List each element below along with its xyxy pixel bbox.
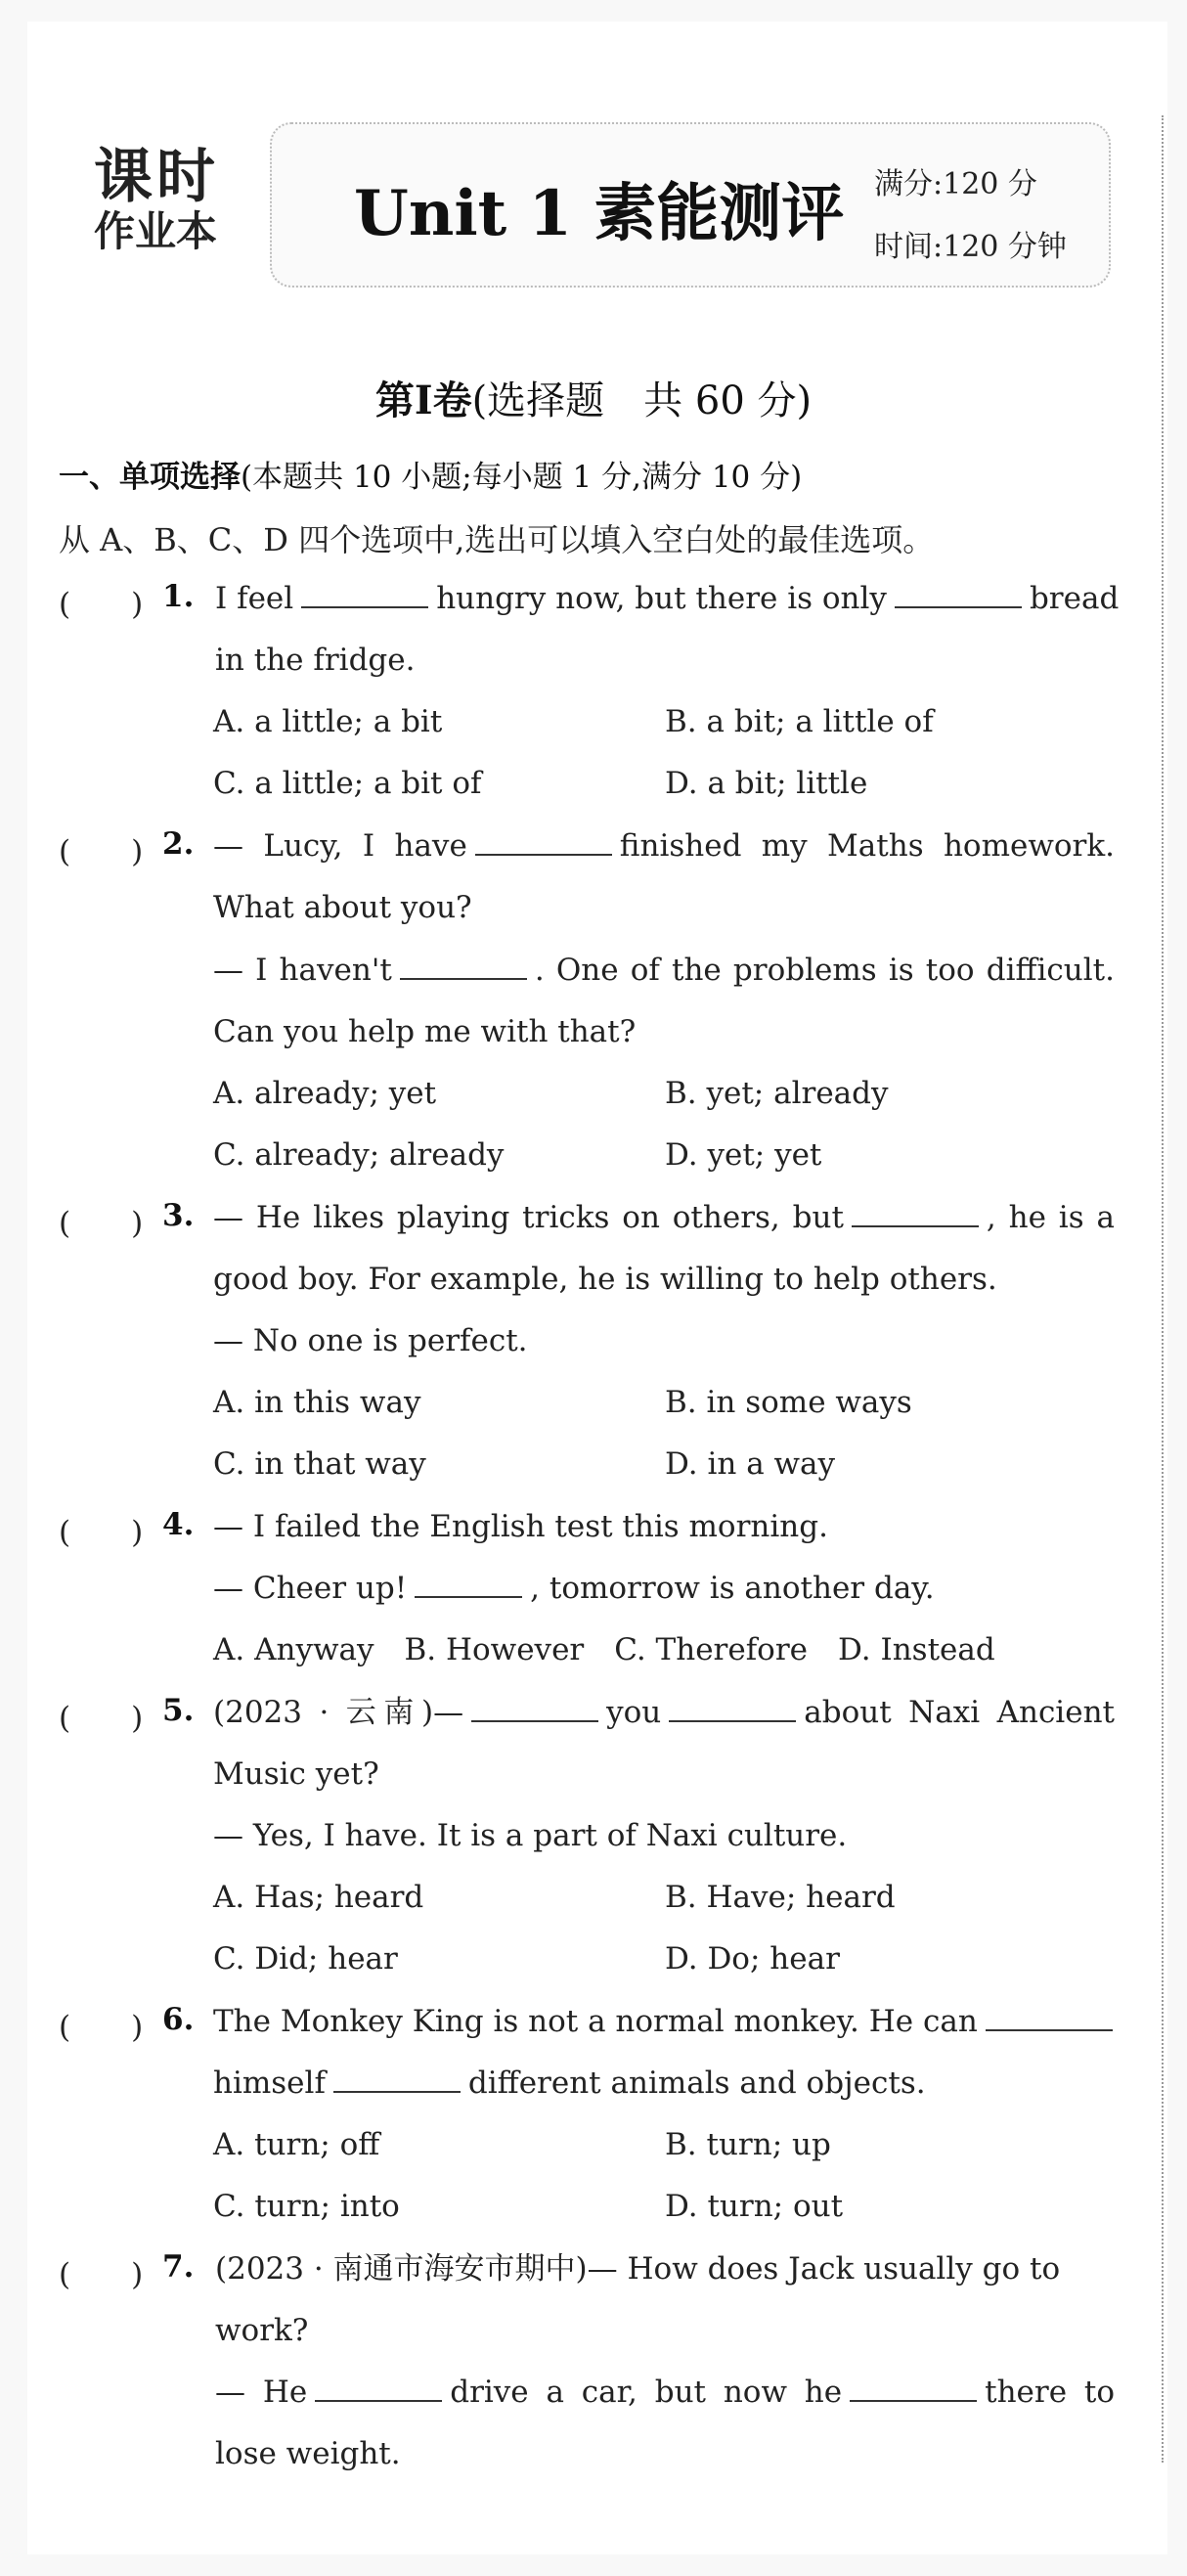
part-note: (本题共 10 小题;每小题 1 分,满分 10 分) xyxy=(241,460,803,495)
logo-line1: 课时 xyxy=(94,143,219,211)
question-line xyxy=(215,2373,1115,2412)
question-text: finished my Maths homework. xyxy=(619,828,1115,864)
answer-blank[interactable] xyxy=(669,1693,796,1722)
option-b: B. yet; already xyxy=(665,1076,889,1111)
question-line xyxy=(213,951,1115,990)
answer-bracket[interactable]: ( ) xyxy=(59,2010,144,2045)
question-line: good boy. For example, he is willing to help others. xyxy=(213,1262,997,1297)
question-line xyxy=(215,579,1120,618)
options-row: A. Anyway B. However C. Therefore D. Instead xyxy=(213,1632,995,1667)
part-heading xyxy=(59,452,802,496)
binding-edge xyxy=(1162,115,1164,2463)
answer-bracket[interactable]: ( ) xyxy=(59,834,144,869)
question-line: work? xyxy=(215,2313,309,2348)
question-line xyxy=(213,2002,1121,2041)
question-text: , tomorrow is another day. xyxy=(530,1571,935,1606)
option-c: C. in that way xyxy=(213,1446,426,1482)
question-line: — No one is perfect. xyxy=(213,1323,528,1358)
answer-blank[interactable] xyxy=(850,2373,977,2402)
answer-bracket[interactable]: ( ) xyxy=(59,1206,144,1241)
title-box xyxy=(270,122,1111,288)
answer-bracket[interactable]: ( ) xyxy=(59,1515,144,1550)
question-line xyxy=(213,1198,1115,1237)
option-a: A. a little; a bit xyxy=(213,704,443,739)
question-number: 5. xyxy=(162,1693,195,1728)
option-b: B. turn; up xyxy=(665,2127,831,2162)
option-c: C. turn; into xyxy=(213,2189,400,2224)
option-c: C. Did; hear xyxy=(213,1941,398,1976)
score-info xyxy=(874,154,1067,279)
question-text: — He likes playing tricks on others, but xyxy=(213,1200,844,1235)
option-a: A. already; yet xyxy=(213,1076,437,1111)
question-text: about Naxi Ancient xyxy=(804,1695,1115,1730)
option-d: D. yet; yet xyxy=(665,1137,822,1173)
option-d: D. a bit; little xyxy=(665,766,868,801)
question-text: drive a car, but now he xyxy=(450,2375,843,2410)
option-b: B. in some ways xyxy=(665,1385,912,1420)
question-text: (2023 · 云南)— xyxy=(213,1695,464,1730)
answer-blank[interactable] xyxy=(415,1569,522,1598)
question-text: himself xyxy=(213,2065,326,2101)
answer-blank[interactable] xyxy=(852,1198,979,1227)
logo-line2: 作业本 xyxy=(94,207,218,255)
section-title-sub: (选择题 共 60 分) xyxy=(471,378,813,423)
section-title xyxy=(0,370,1187,425)
question-line: in the fridge. xyxy=(215,643,416,678)
question-line: — Yes, I have. It is a part of Naxi culture. xyxy=(213,1818,848,1853)
question-number: 3. xyxy=(162,1198,195,1233)
answer-blank[interactable] xyxy=(471,1693,598,1722)
question-line: Music yet? xyxy=(213,1756,379,1792)
option-b: B. Have; heard xyxy=(665,1880,896,1915)
answer-blank[interactable] xyxy=(315,2373,442,2402)
answer-blank[interactable] xyxy=(986,2002,1113,2031)
question-line xyxy=(213,1569,935,1608)
option-c: C. a little; a bit of xyxy=(213,766,482,801)
logo xyxy=(94,143,241,264)
full-score: 满分:120 分 xyxy=(874,167,1037,201)
answer-blank[interactable] xyxy=(475,826,612,856)
option-d: D. Do; hear xyxy=(665,1941,840,1976)
answer-blank[interactable] xyxy=(301,579,428,608)
question-text: , he is a xyxy=(986,1200,1115,1235)
instruction: 从 A、B、C、D 四个选项中,选出可以填入空白处的最佳选项。 xyxy=(59,521,935,558)
question-line: — I failed the English test this morning. xyxy=(213,1509,828,1544)
question-text: there to xyxy=(985,2375,1116,2410)
question-text: bread xyxy=(1029,581,1120,616)
question-text: The Monkey King is not a normal monkey. He can xyxy=(213,2004,978,2039)
option-a: A. Has; heard xyxy=(213,1880,424,1915)
question-number: 7. xyxy=(162,2249,195,2285)
answer-bracket[interactable]: ( ) xyxy=(59,2257,144,2292)
question-number: 2. xyxy=(162,826,195,862)
question-number: 4. xyxy=(162,1507,195,1542)
question-text: I feel xyxy=(215,581,294,616)
part-label: 一、单项选择 xyxy=(59,460,241,495)
answer-bracket[interactable]: ( ) xyxy=(59,1701,144,1736)
option-d: D. in a way xyxy=(665,1446,836,1482)
option-a: A. in this way xyxy=(213,1385,421,1420)
answer-blank[interactable] xyxy=(400,951,527,980)
option-b: B. a bit; a little of xyxy=(665,704,934,739)
option-c: C. already; already xyxy=(213,1137,505,1173)
page-title: Unit 1 素能测评 xyxy=(354,177,845,250)
question-number: 6. xyxy=(162,2002,195,2037)
question-line xyxy=(213,1693,1115,1732)
time-limit: 时间:120 分钟 xyxy=(874,230,1067,264)
question-text: you xyxy=(606,1695,662,1730)
question-line xyxy=(213,2064,926,2103)
section-title-main: 第Ⅰ卷 xyxy=(374,378,472,423)
question-line xyxy=(213,826,1115,866)
question-text: — I haven't xyxy=(213,953,392,988)
question-line: (2023 · 南通市海安市期中)— How does Jack usually go to xyxy=(215,2251,1061,2287)
question-number: 1. xyxy=(162,579,195,614)
question-text: hungry now, but there is only xyxy=(436,581,887,616)
answer-bracket[interactable]: ( ) xyxy=(59,587,144,622)
answer-blank[interactable] xyxy=(895,579,1022,608)
question-text: — Cheer up! xyxy=(213,1571,408,1606)
question-line: What about you? xyxy=(213,890,472,925)
option-a: A. turn; off xyxy=(213,2127,380,2162)
option-d: D. turn; out xyxy=(665,2189,844,2224)
question-text: — Lucy, I have xyxy=(213,828,467,864)
question-text: — He xyxy=(215,2375,308,2410)
question-line: Can you help me with that? xyxy=(213,1014,637,1049)
question-text: different animals and objects. xyxy=(467,2065,926,2101)
answer-blank[interactable] xyxy=(333,2064,461,2093)
question-text: . One of the problems is too difficult. xyxy=(534,953,1115,988)
question-line: lose weight. xyxy=(215,2436,401,2471)
